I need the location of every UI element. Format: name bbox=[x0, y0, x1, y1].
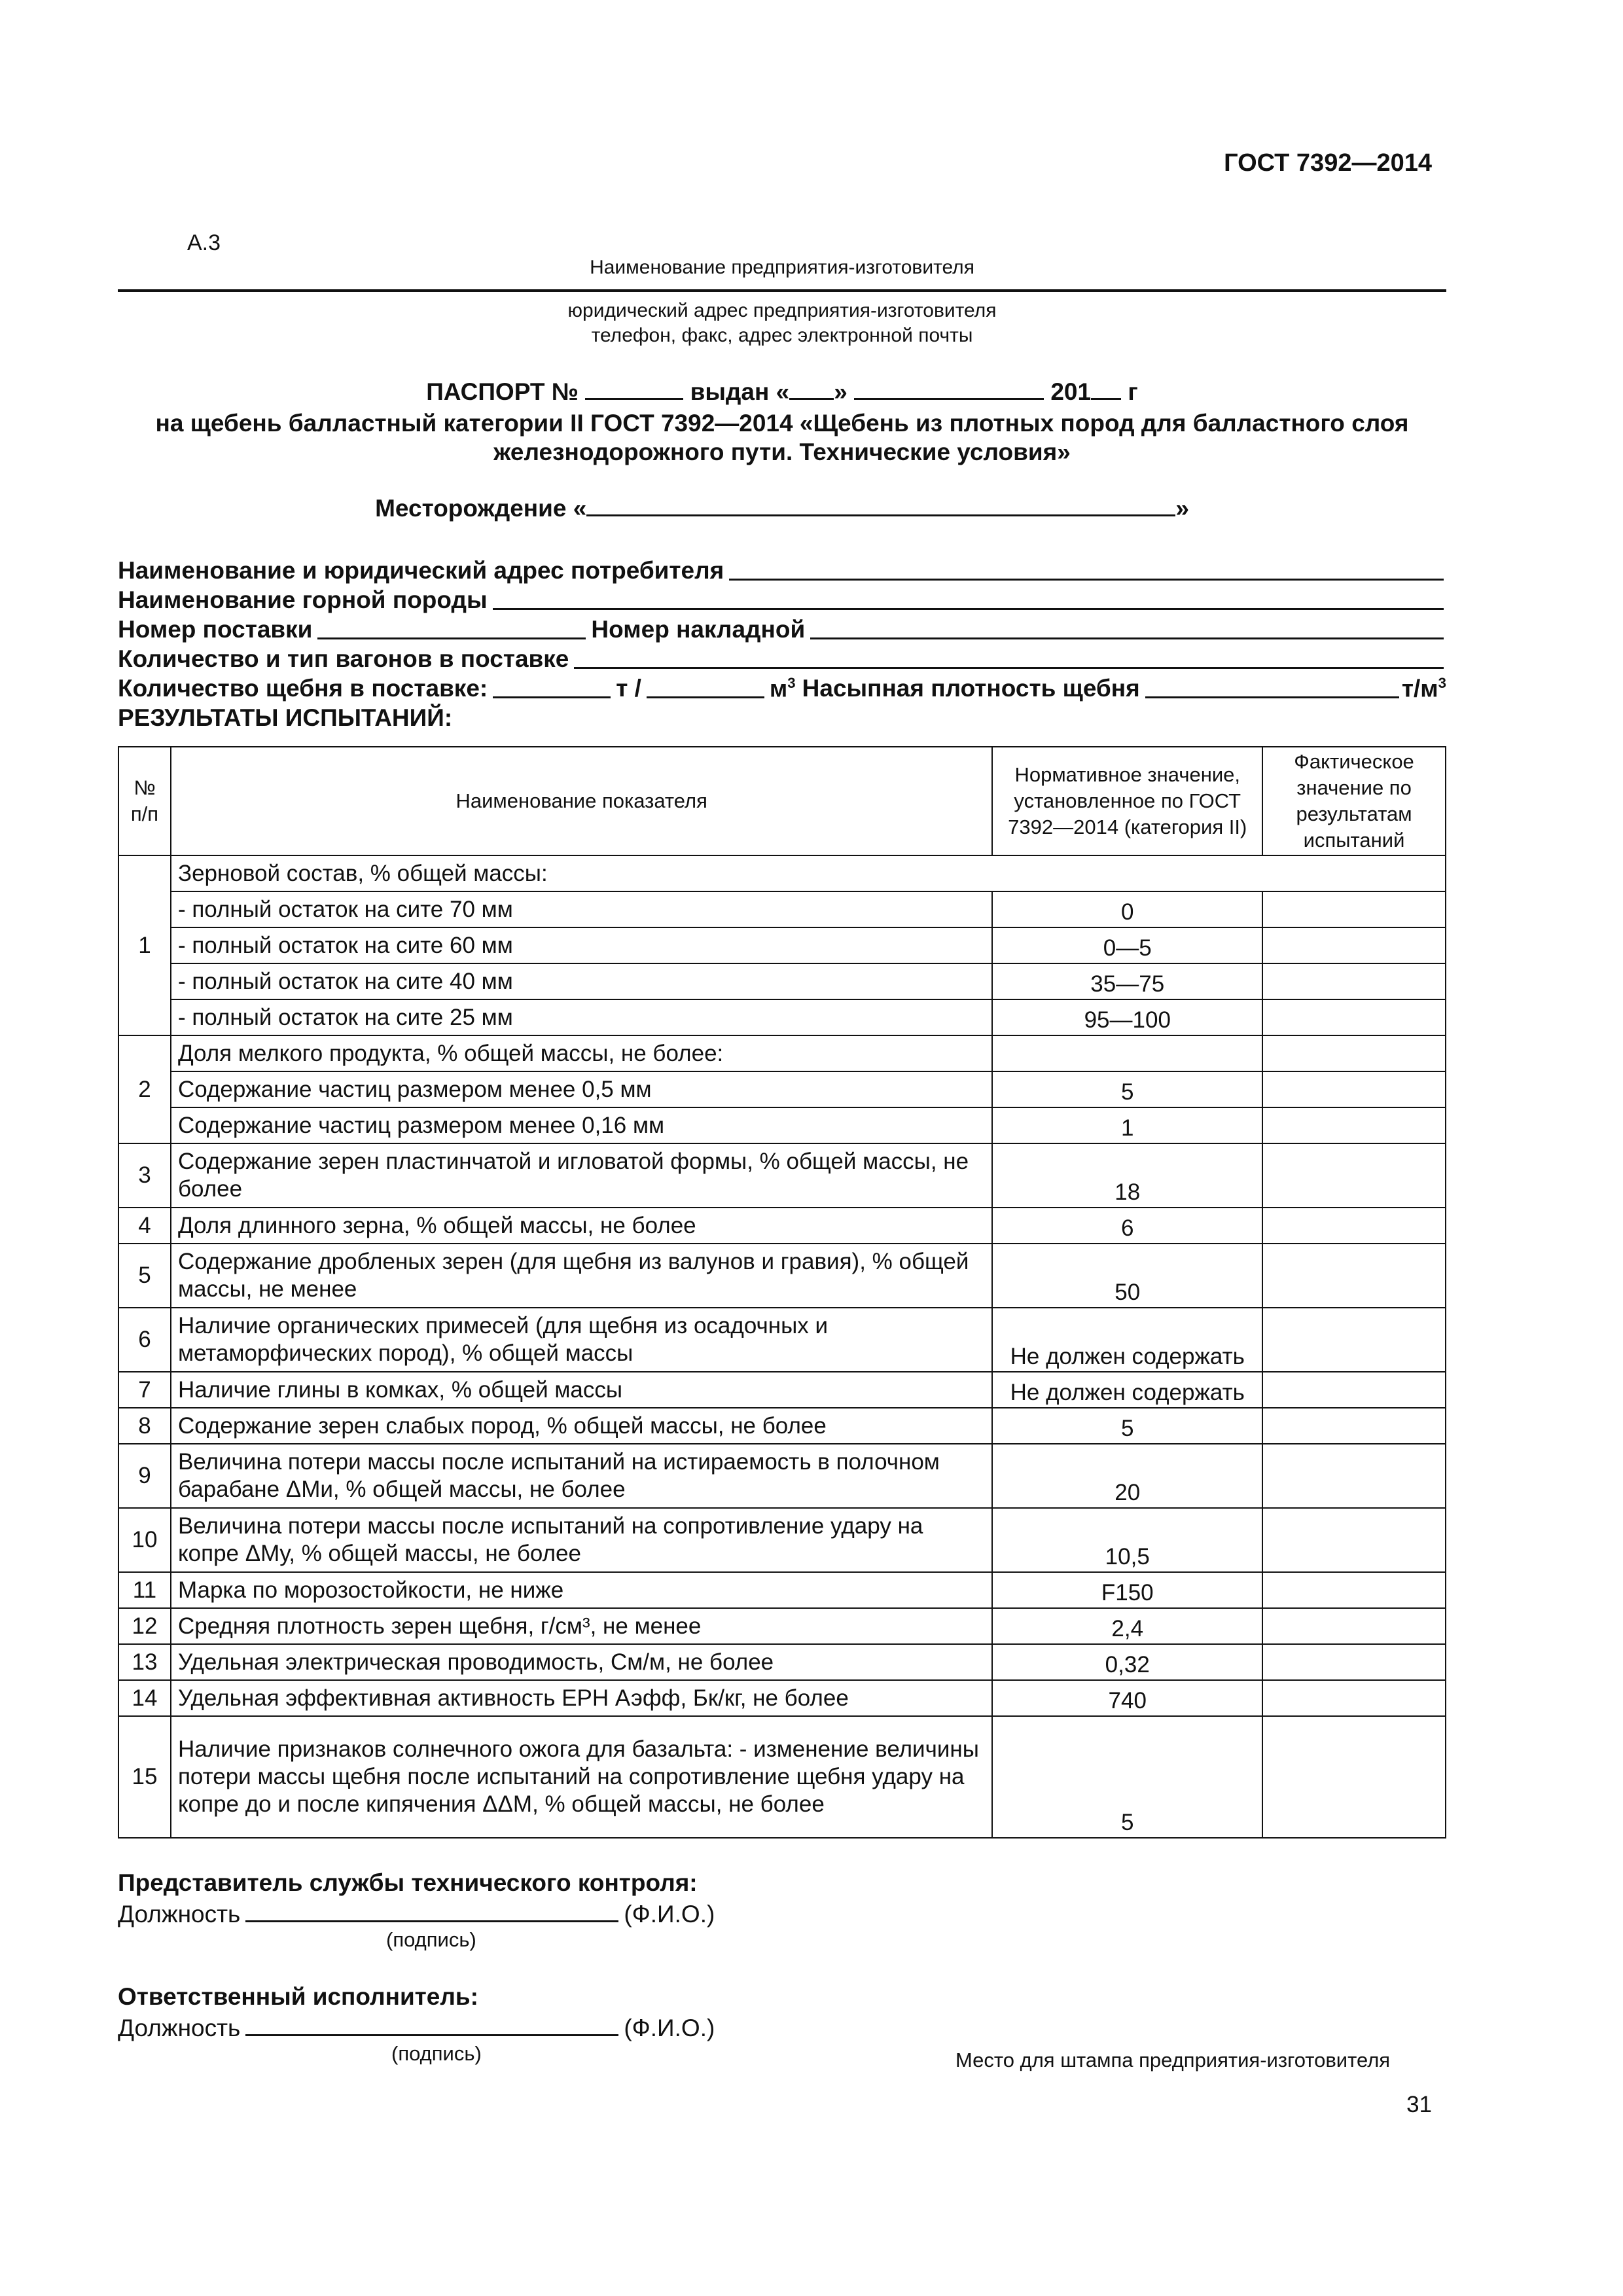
row-norm: Не должен содержать bbox=[992, 1372, 1262, 1408]
deposit-field[interactable] bbox=[586, 493, 1175, 516]
row-name: Содержание частиц размером менее 0,16 мм bbox=[171, 1107, 992, 1143]
table-row bbox=[118, 1372, 1446, 1408]
year-field[interactable] bbox=[1091, 377, 1121, 400]
row-actual-cell[interactable] bbox=[1262, 1608, 1446, 1644]
rock-field[interactable] bbox=[493, 587, 1444, 610]
table-row bbox=[118, 1572, 1446, 1608]
row-num: 9 bbox=[118, 1444, 171, 1508]
table-row bbox=[118, 1107, 1446, 1143]
org-name-caption: Наименование предприятия-изготовителя bbox=[590, 257, 974, 278]
row-norm: 2,4 bbox=[992, 1608, 1262, 1644]
row-norm: 740 bbox=[992, 1680, 1262, 1716]
row-name: Величина потери массы после испытаний на сопротивление удару на копре ΔMу, % общей массы, не более bbox=[171, 1508, 992, 1572]
row-norm: 0,32 bbox=[992, 1644, 1262, 1680]
row-norm: 18 bbox=[992, 1143, 1262, 1208]
row-actual-cell[interactable] bbox=[1262, 1680, 1446, 1716]
row-name: Величина потери массы после испытаний на истираемость в полочном барабане ΔMи, % общей массы, не более bbox=[171, 1444, 992, 1508]
rock-label: Наименование горной породы bbox=[118, 586, 488, 613]
table-header-row bbox=[118, 747, 1446, 855]
row-norm: 5 bbox=[992, 1716, 1262, 1838]
year-suffix: г bbox=[1128, 378, 1138, 405]
row-num: 4 bbox=[118, 1208, 171, 1244]
row-actual-cell[interactable] bbox=[1262, 1644, 1446, 1680]
tech-control-line bbox=[118, 1898, 715, 1928]
row-name: Удельная электрическая проводимость, См/м, не более bbox=[171, 1644, 992, 1680]
unit-tm: $т/м^3$ bbox=[1401, 674, 1446, 702]
row-num: 8 bbox=[118, 1408, 171, 1444]
table-row bbox=[118, 999, 1446, 1035]
delivery-no-label: Номер поставки bbox=[118, 616, 313, 643]
fio-label: (Ф.И.О.) bbox=[624, 2015, 715, 2041]
rock-row bbox=[118, 584, 1446, 614]
row-name: - полный остаток на сите 70 мм bbox=[171, 891, 992, 927]
passport-title-line1 bbox=[118, 377, 1446, 406]
row-num: 13 bbox=[118, 1644, 171, 1680]
row-name: Содержание зерен слабых пород, % общей массы, не более bbox=[171, 1408, 992, 1444]
table-row bbox=[118, 1408, 1446, 1444]
row-norm: Не должен содержать bbox=[992, 1308, 1262, 1372]
table-row bbox=[118, 1716, 1446, 1838]
org-address-caption: юридический адрес предприятия-изготовителя bbox=[567, 300, 997, 321]
row-actual-cell[interactable] bbox=[1262, 1107, 1446, 1143]
row-name: Содержание частиц размером менее 0,5 мм bbox=[171, 1071, 992, 1107]
row-num: 12 bbox=[118, 1608, 171, 1644]
row-name: Удельная эффективная активность ЕРН Аэфф, Бк/кг, не более bbox=[171, 1680, 992, 1716]
signature-caption: (подпись) bbox=[386, 1928, 476, 1951]
appendix-label: А.3 bbox=[187, 230, 221, 255]
row-name: - полный остаток на сите 25 мм bbox=[171, 999, 992, 1035]
table-row bbox=[118, 963, 1446, 999]
row-actual-cell[interactable] bbox=[1262, 1572, 1446, 1608]
table-row bbox=[118, 1308, 1446, 1372]
table-row bbox=[118, 1143, 1446, 1208]
org-contacts-caption: телефон, факс, адрес электронной почты bbox=[591, 325, 973, 346]
year-label: 201 bbox=[1050, 378, 1092, 405]
row-norm: 50 bbox=[992, 1244, 1262, 1308]
row-num: 3 bbox=[118, 1143, 171, 1208]
responsible-heading: Ответственный исполнитель: bbox=[118, 1983, 478, 2010]
passport-title-line2: на щебень балластный категории II ГОСТ 7392—2014 «Щебень из плотных пород для балластного слоя bbox=[155, 410, 1409, 437]
bulk-density-field[interactable] bbox=[1145, 675, 1399, 698]
row-num: 10 bbox=[118, 1508, 171, 1572]
row-actual-cell[interactable] bbox=[1262, 1408, 1446, 1444]
table-row bbox=[118, 1244, 1446, 1308]
issued-label: выдан « bbox=[690, 378, 790, 405]
row-actual-cell[interactable] bbox=[1262, 1071, 1446, 1107]
table-row bbox=[118, 1071, 1446, 1107]
row-name: Наличие органических примесей (для щебня из осадочных и метаморфических пород), % общей массы bbox=[171, 1308, 992, 1372]
position-label: Должность bbox=[118, 2015, 241, 2041]
passport-title-line3: железнодорожного пути. Технические условия» bbox=[493, 439, 1071, 465]
row-actual-cell[interactable] bbox=[1262, 1035, 1446, 1071]
row-actual-cell[interactable] bbox=[1262, 891, 1446, 927]
header-actual: Фактическое значение по результатам испытаний bbox=[1262, 747, 1446, 855]
delivery-fields bbox=[118, 555, 1446, 732]
issued-day-field[interactable] bbox=[789, 377, 834, 400]
row-name: - полный остаток на сите 40 мм bbox=[171, 963, 992, 999]
unit-m: $м^3$ bbox=[769, 674, 796, 702]
consumer-label: Наименование и юридический адрес потребителя bbox=[118, 557, 724, 584]
results-heading: РЕЗУЛЬТАТЫ ИСПЫТАНИЙ: bbox=[118, 704, 453, 731]
table-row bbox=[118, 1444, 1446, 1508]
results-table bbox=[118, 746, 1446, 1839]
position-label: Должность bbox=[118, 1901, 241, 1928]
quantity-m3-field[interactable] bbox=[647, 675, 764, 698]
row-name: Доля длинного зерна, % общей массы, не более bbox=[171, 1208, 992, 1244]
row-name: Содержание дробленых зерен (для щебня из валунов и гравия), % общей массы, не менее bbox=[171, 1244, 992, 1308]
deposit-label: Месторождение « bbox=[375, 495, 587, 522]
row-actual-cell[interactable] bbox=[1262, 963, 1446, 999]
gost-label: ГОСТ 7392—2014 bbox=[1224, 149, 1432, 177]
org-name-rule bbox=[118, 289, 1446, 292]
consumer-row bbox=[118, 555, 1446, 584]
row-norm: 95—100 bbox=[992, 999, 1262, 1035]
waybill-no-field[interactable] bbox=[810, 617, 1444, 639]
deposit-close: » bbox=[1175, 495, 1189, 522]
row-actual-cell[interactable] bbox=[1262, 1244, 1446, 1308]
responsible-line bbox=[118, 2012, 715, 2042]
row-actual-cell[interactable] bbox=[1262, 1308, 1446, 1372]
row-num: 5 bbox=[118, 1244, 171, 1308]
row-norm: 20 bbox=[992, 1444, 1262, 1508]
row-name: Средняя плотность зерен щебня, г/см³, не менее bbox=[171, 1608, 992, 1644]
row-actual-cell[interactable] bbox=[1262, 1508, 1446, 1572]
row-actual-cell[interactable] bbox=[1262, 1716, 1446, 1838]
table-row bbox=[118, 1508, 1446, 1572]
row-actual-cell[interactable] bbox=[1262, 1143, 1446, 1208]
signature-caption: (подпись) bbox=[391, 2042, 482, 2065]
row-actual-cell[interactable] bbox=[1262, 1208, 1446, 1244]
quote-close: » bbox=[834, 378, 847, 405]
table-row bbox=[118, 1680, 1446, 1716]
row-name: Наличие признаков солнечного ожога для базальта: - изменение величины потери массы щебня после испытаний на сопротивление щебня удару на копре до и после кипячения ΔΔМ, % общей массы, не более bbox=[171, 1716, 992, 1838]
wagons-row bbox=[118, 643, 1446, 673]
tech-signature-field[interactable] bbox=[245, 1898, 618, 1922]
row-num: 14 bbox=[118, 1680, 171, 1716]
passport-no-label: ПАСПОРТ № bbox=[426, 378, 579, 405]
row-norm: 10,5 bbox=[992, 1508, 1262, 1572]
table-row bbox=[118, 891, 1446, 927]
table-row bbox=[118, 1608, 1446, 1644]
table-row bbox=[118, 927, 1446, 963]
row-actual-cell[interactable] bbox=[1262, 999, 1446, 1035]
row-norm: F150 bbox=[992, 1572, 1262, 1608]
row-norm: 35—75 bbox=[992, 963, 1262, 999]
row-norm bbox=[992, 1035, 1262, 1071]
unit-t: т / bbox=[616, 675, 641, 702]
responsible-signature-field[interactable] bbox=[245, 2012, 618, 2036]
deposit-line bbox=[118, 493, 1446, 523]
row-actual-cell[interactable] bbox=[1262, 1444, 1446, 1508]
wagons-field[interactable] bbox=[574, 646, 1444, 669]
row-num: 15 bbox=[118, 1716, 171, 1838]
row-norm: 5 bbox=[992, 1408, 1262, 1444]
tech-control-heading: Представитель службы технического контроля: bbox=[118, 1869, 698, 1896]
row-num: 11 bbox=[118, 1572, 171, 1608]
delivery-row bbox=[118, 614, 1446, 643]
row-name: - полный остаток на сите 60 мм bbox=[171, 927, 992, 963]
fio-label: (Ф.И.О.) bbox=[624, 1901, 715, 1928]
waybill-no-label: Номер накладной bbox=[591, 616, 806, 643]
stamp-caption: Место для штампа предприятия-изготовителя bbox=[955, 2049, 1391, 2072]
passport-no-field[interactable] bbox=[585, 377, 683, 400]
table-row bbox=[118, 1208, 1446, 1244]
page-number: 31 bbox=[1406, 2092, 1432, 2117]
row-norm: 0 bbox=[992, 891, 1262, 927]
quantity-label: Количество щебня в поставке: bbox=[118, 675, 488, 702]
row-num: 7 bbox=[118, 1372, 171, 1408]
bulk-density-label: Насыпная плотность щебня bbox=[802, 675, 1140, 702]
row-name: Доля мелкого продукта, % общей массы, не более: bbox=[171, 1035, 992, 1071]
issued-month-field[interactable] bbox=[854, 377, 1044, 400]
row-actual-cell[interactable] bbox=[1262, 927, 1446, 963]
row-num: 1 bbox=[118, 855, 171, 1035]
header-num: № п/п bbox=[118, 747, 171, 855]
table-row bbox=[118, 1644, 1446, 1680]
row-num: 2 bbox=[118, 1035, 171, 1143]
delivery-no-field[interactable] bbox=[317, 617, 586, 639]
row-num: 6 bbox=[118, 1308, 171, 1372]
quantity-t-field[interactable] bbox=[493, 675, 611, 698]
row-actual-cell[interactable] bbox=[1262, 1372, 1446, 1408]
table-row bbox=[118, 855, 1446, 891]
consumer-field[interactable] bbox=[729, 558, 1444, 581]
row-norm: 6 bbox=[992, 1208, 1262, 1244]
quantity-row bbox=[118, 673, 1446, 702]
row-name: Наличие глины в комках, % общей массы bbox=[171, 1372, 992, 1408]
header-norm: Нормативное значение, установленное по ГОСТ 7392—2014 (категория II) bbox=[992, 747, 1262, 855]
row-name: Зерновой состав, % общей массы: bbox=[171, 855, 1446, 891]
table-row bbox=[118, 1035, 1446, 1071]
row-name: Содержание зерен пластинчатой и игловатой формы, % общей массы, не более bbox=[171, 1143, 992, 1208]
row-norm: 0—5 bbox=[992, 927, 1262, 963]
row-name: Марка по морозостойкости, не ниже bbox=[171, 1572, 992, 1608]
row-norm: 1 bbox=[992, 1107, 1262, 1143]
header-name: Наименование показателя bbox=[171, 747, 992, 855]
wagons-label: Количество и тип вагонов в поставке bbox=[118, 645, 569, 672]
row-norm: 5 bbox=[992, 1071, 1262, 1107]
